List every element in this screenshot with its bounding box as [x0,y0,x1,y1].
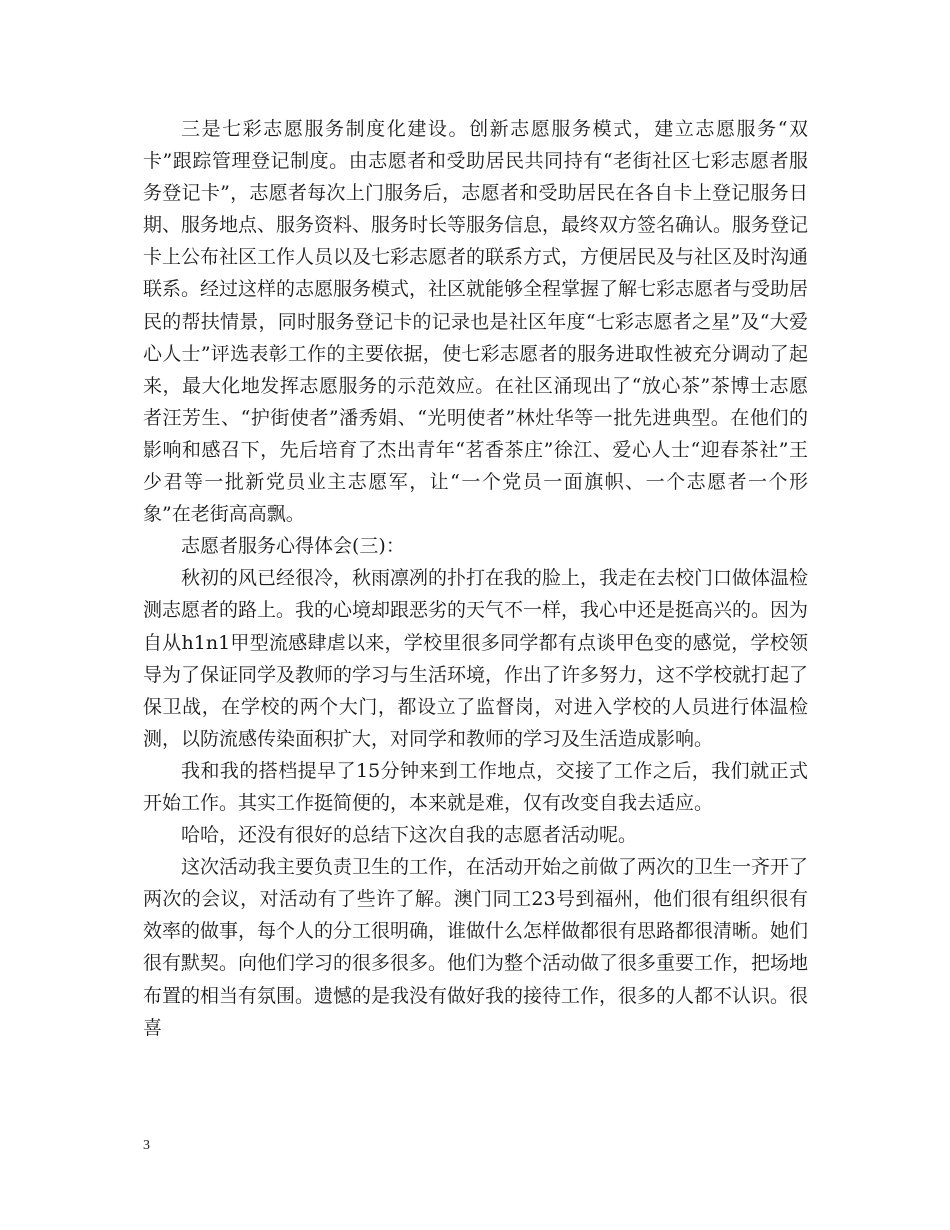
paragraph: 三是七彩志愿服务制度化建设。创新志愿服务模式，建立志愿服务“双卡”跟踪管理登记制度。由志愿者和受助居民共同持有“老街社区七彩志愿者服务登记卡”，志愿者每次上门服务后，志愿者和受助居民在各自卡上登记服务日期、服务地点、服务资料、服务时长等服务信息，最终双方签名确认。服务登记卡上公布社区工作人员以及七彩志愿者的联系方式，方便居民及与社区及时沟通联系。经过这样的志愿服务模式，社区就能够全程掌握了解七彩志愿者与受助居民的帮扶情景，同时服务登记卡的记录也是社区年度“七彩志愿者之星”及“大爱心人士”评选表彰工作的主要依据，使七彩志愿者的服务进取性被充分调动了起来，最大化地发挥志愿服务的示范效应。在社区涌现出了“放心茶”茶博士志愿者汪芳生、“护街使者”潘秀娟、“光明使者”林灶华等一批先进典型。在他们的影响和感召下，先后培育了杰出青年“茗香茶庄”徐江、爱心人士“迎春茶社”王少君等一批新党员业主志愿军，让“一个党员一面旗帜、一个志愿者一个形象”在老街高高飘。 [143,118,809,526]
paragraph: 我和我的搭档提早了15分钟来到工作地点，交接了工作之后，我们就正式开始工作。其实工作挺简便的，本来就是难，仅有改变自我去适应。 [143,759,808,814]
page-number: 3 [143,1138,150,1153]
paragraph: 志愿者服务心得体会(三)： [181,535,405,558]
paragraph: 秋初的风已经很冷，秋雨凛冽的扑打在我的脸上，我走在去校门口做体温检测志愿者的路上。我的心境却跟恶劣的天气不一样，我心中还是挺高兴的。因为自从h1n1甲型流感肆虐以来，学校里很多同学都有点谈甲色变的感觉，学校领导为了保证同学及教师的学习与生活环境，作出了许多努力，这不学校就打起了保卫战，在学校的两个大门，都设立了监督岗，对进入学校的人员进行体温检测，以防流感传染面积扩大，对同学和教师的学习及生活造成影响。 [143,567,809,750]
body-text [143,113,808,1044]
paragraph: 这次活动我主要负责卫生的工作，在活动开始之前做了两次的卫生一齐开了两次的会议，对活动有了些许了解。澳门同工23号到福州，他们很有组织很有效率的做事，每个人的分工很明确，谁做什么怎样做都很有思路都很清晰。她们很有默契。向他们学习的很多很多。他们为整个活动做了很多重要工作，把场地布置的相当有氛围。遗憾的是我没有做好我的接待工作，很多的人都不认识。很喜 [143,856,809,1039]
paragraph: 哈哈，还没有很好的总结下这次自我的志愿者活动呢。 [181,824,638,847]
